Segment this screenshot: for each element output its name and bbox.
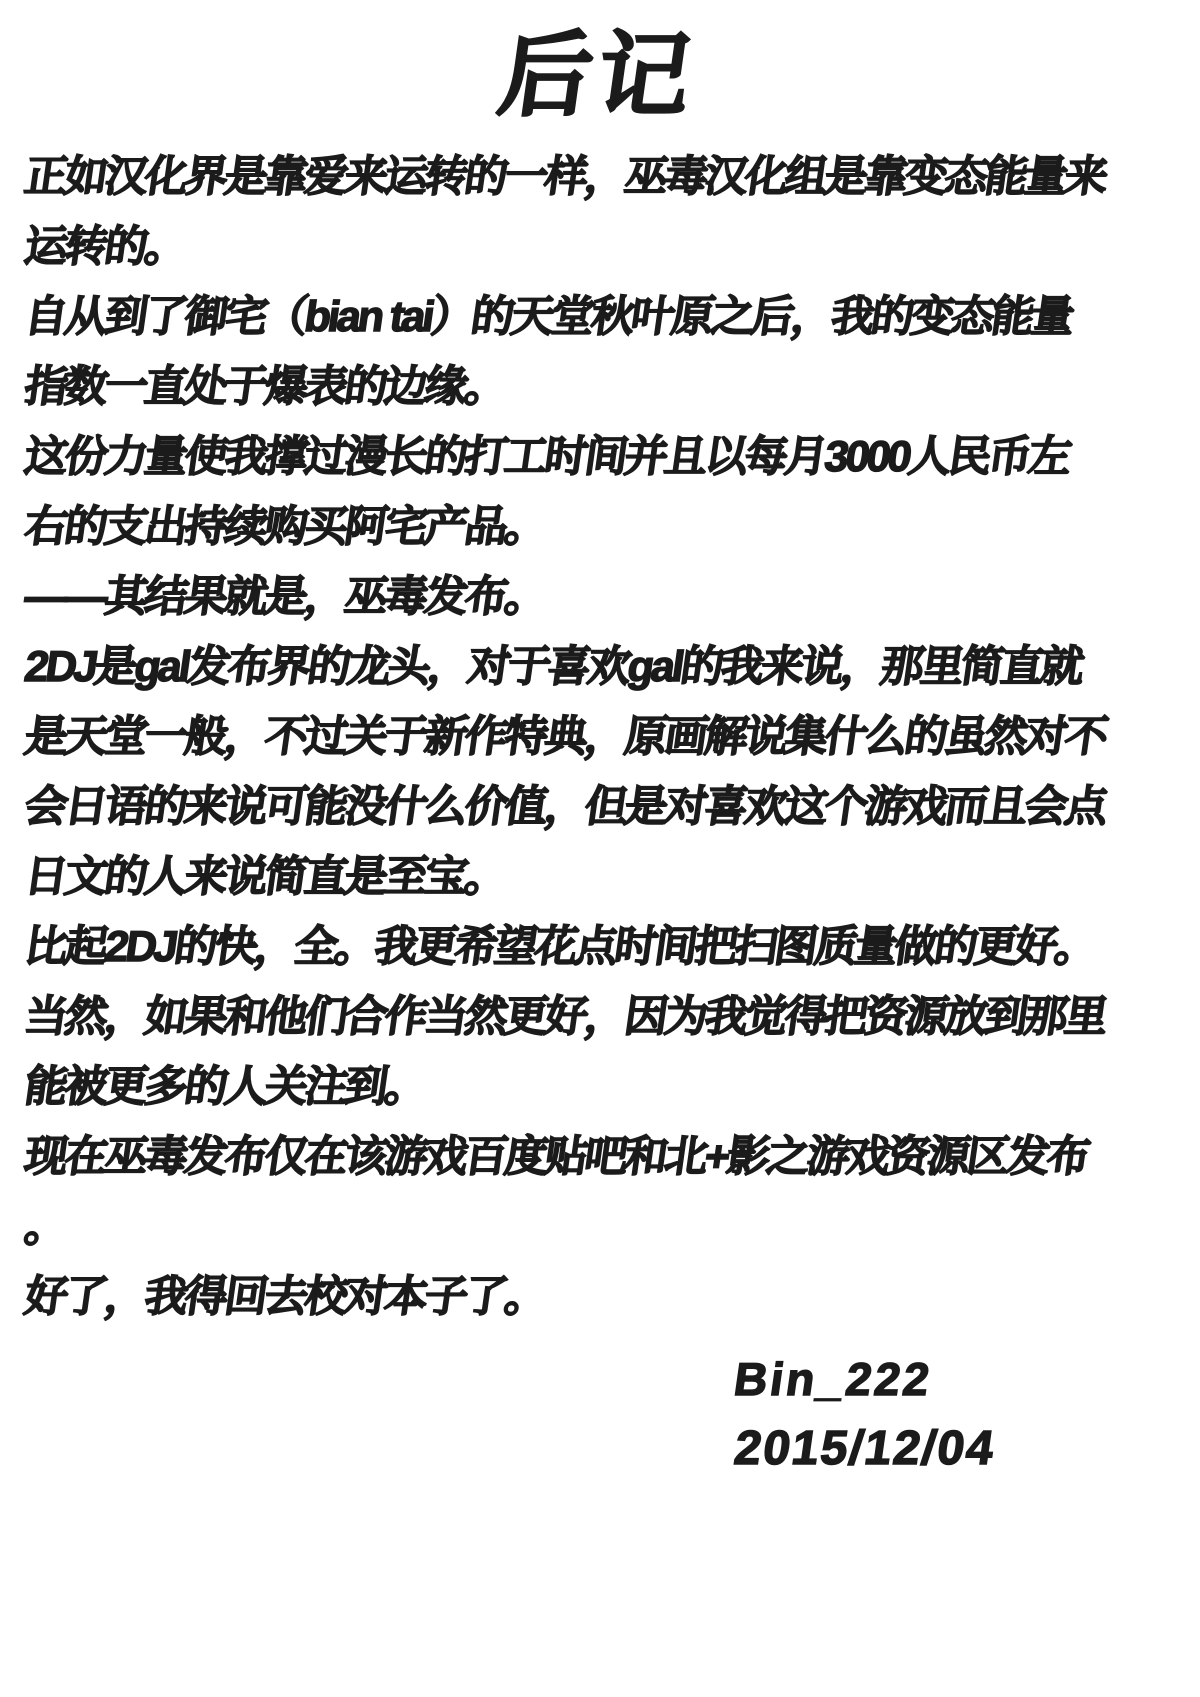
afterword-line: 指数一直处于爆表的边缘。	[21, 363, 509, 411]
afterword-line: 能被更多的人关注到。	[21, 1063, 429, 1111]
afterword-body	[0, 142, 1200, 1332]
afterword-line: 是天堂一般，不过关于新作特典，原画解说集什么的虽然对不	[21, 713, 1109, 761]
afterword-line: 当然，如果和他们合作当然更好，因为我觉得把资源放到那里	[21, 993, 1109, 1041]
afterword-line: 现在巫毒发布仅在该游戏百度贴吧和北+影之游戏资源区发布	[21, 1133, 1091, 1181]
afterword-line: 2DJ是gal发布界的龙头，对于喜欢gal的我来说，那里简直就	[21, 643, 1085, 691]
afterword-line: 会日语的来说可能没什么价值，但是对喜欢这个游戏而且会点	[21, 783, 1109, 831]
afterword-line: 自从到了御宅（bian tai）的天堂秋叶原之后，我的变态能量	[21, 293, 1075, 341]
afterword-line: 比起2DJ的快，全。我更希望花点时间把扫图质量做的更好。	[21, 923, 1099, 971]
afterword-line: 。	[21, 1203, 69, 1251]
afterword-line: 这份力量使我撑过漫长的打工时间并且以每月3000人民币左	[21, 433, 1073, 481]
page-title: 后记	[492, 25, 704, 127]
afterword-line: 好了，我得回去校对本子了。	[21, 1273, 549, 1321]
afterword-line: 正如汉化界是靠爱来运转的一样，巫毒汉化组是靠变态能量来	[21, 153, 1109, 201]
signature-author: Bin_222	[730, 1353, 936, 1405]
signature-date: 2015/12/04	[731, 1422, 999, 1475]
afterword-line: ——其结果就是，巫毒发布。	[21, 573, 549, 621]
afterword-line: 右的支出持续购买阿宅产品。	[21, 503, 549, 551]
afterword-line: 日文的人来说简直是至宝。	[21, 853, 509, 901]
afterword-line: 运转的。	[21, 223, 189, 271]
signature-block	[0, 1344, 1200, 1484]
